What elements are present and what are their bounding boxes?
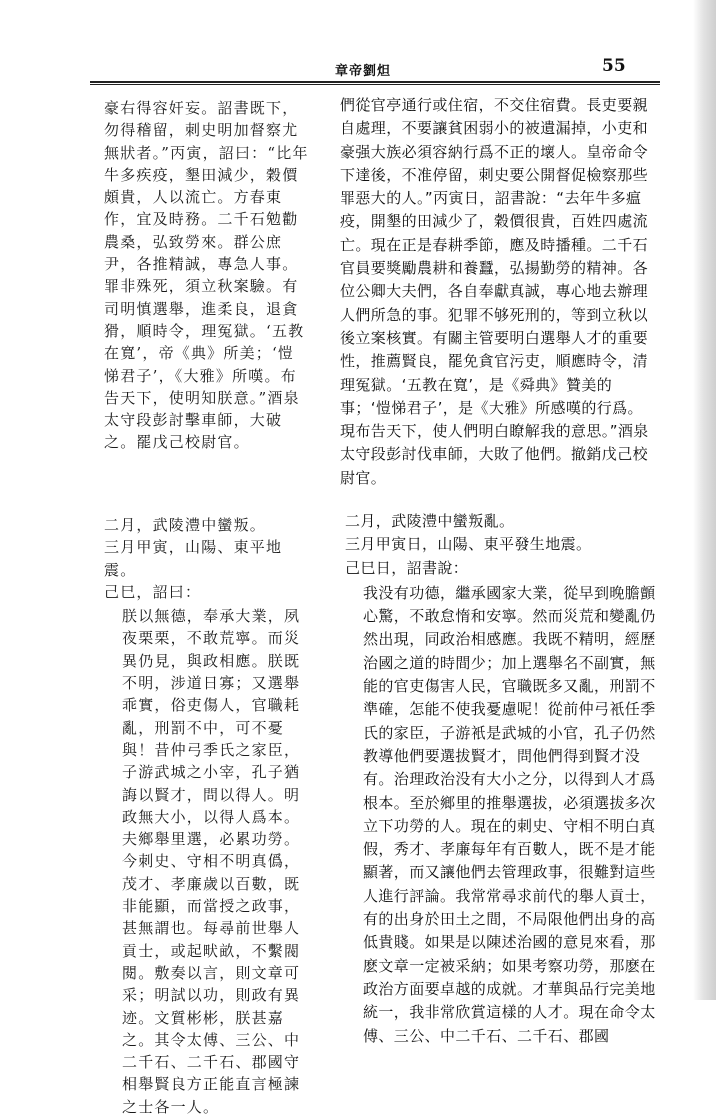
modern-entry-line: 三月甲寅日，山陽、東平發生地震。 xyxy=(345,535,592,554)
classical-entry-line: 二月，武陵澧中蠻叛。 xyxy=(104,516,267,534)
classical-text-bottom xyxy=(104,514,314,1118)
running-head: 章帝劉炟 xyxy=(335,64,392,79)
modern-paragraph-top: 們從官亭通行或住宿，不交住宿費。長吏要親自處理，不要讓貧困弱小的被遺漏掉，小吏和豪强大族必須容納行爲不正的壞人。皇帝命令下達後，不准停留，刺史要公開督促檢察那些罪惡大的人。”丙寅日，詔書說：“去年牛多瘟疫，開墾的田減少了，穀價很貴，百姓四處流亡。現在正是春耕季節，應及時播種。二千石官員要獎勵農耕和養蠶，弘揚勤勞的精神。各位公卿大夫們，各自奉獻真誠，專心地去辦理人們所急的事。犯罪不够死刑的，等到立秋以後立案核實。有關主管要明白選舉人才的重要性，推薦賢良，罷免貪官污吏，順應時令，清理冤獄。‘五教在寬’，是《舜典》贊美的事；‘愷悌君子’，是《大雅》所感嘆的行爲。現布告天下，使人們明白瞭解我的意思。”酒泉太守段彭討伐車師，大敗了他們。撤銷戊己校尉官。 xyxy=(340,96,649,487)
modern-translation-bottom xyxy=(345,510,665,1048)
header-rule-thin xyxy=(90,84,660,85)
modern-translation-top xyxy=(340,94,656,490)
classical-entry-line: 三月甲寅，山陽、東平地震。 xyxy=(104,538,283,579)
modern-entry-line: 己巳日，詔書說： xyxy=(345,558,469,577)
header-rule xyxy=(90,81,660,83)
modern-entry-line: 二月，武陵澧中蠻叛亂。 xyxy=(345,512,515,530)
modern-edict-passage: 我没有功德，繼承國家大業，從早到晚膽顫心驚，不敢怠惰和安寧。然而災荒和變亂仍然出現，同政治相感應。我既不精明，經歷治國之道的時間少；加上選舉名不副實，無能的官吏傷害人民，官職既多又亂，刑罰不準確，怎能不使我憂慮呢！從前仲弓衹任季氏的家臣，子游衹是武城的小官，孔子仍然教導他們要選拔賢才，問他們得到賢才没有。治理政治没有大小之分，以得到人才爲根本。至於鄉里的推舉選拔，必須選拔多次立下功勞的人。現在的刺史、守相不明白真假，秀才、孝廉每年有百數人，既不是才能顯著，而又讓他們去管理政事，很難對這些人進行評論。我常常尋求前代的舉人貢士，有的出身於田土之間，不局限他們出身的高低貴賤。如果是以陳述治國的意見來看，那麽文章一定被采納；如果考察功勞，那麽在政治方面要卓越的成就。才華與品行完美地統一，我非常欣賞這樣的人才。現在命令太傅、三公、中二千石、二千石、郡國 xyxy=(363,583,656,1045)
classical-edict-passage: 朕以無德，奉承大業，夙夜栗栗，不敢荒寧。而災異仍見，與政相應。朕既不明，涉道日寡；又選舉乖實，俗吏傷人，官職耗亂，刑罰不中，可不憂與！昔仲弓季氏之家臣，子游武城之小宰，孔子猶誨以賢才，問以得人。明政無大小，以得人爲本。夫鄉舉里選，必累功勞。今刺史、守相不明真僞，茂才、孝廉歲以百數，既非能顯，而當授之政事，甚無謂也。每尋前世舉人貢士，或起畎畝，不繫閥閱。敷奏以言，則文章可采；明試以功，則政有異迹。文質彬彬，朕甚嘉之。其令太傅、三公、中二千石、二千石、郡國守相舉賢良方正能直言極諫之士各一人。 xyxy=(122,607,301,1116)
classical-text-top xyxy=(104,97,310,454)
classical-entry-line: 己巳，詔曰： xyxy=(104,582,202,601)
page-number: 55 xyxy=(602,56,626,76)
page-spine-shadow xyxy=(693,0,716,1000)
classical-paragraph-top: 豪右得容奸妄。詔書既下，勿得稽留，刺史明加督察尤無狀者。”丙寅，詔曰：“比年牛多疾疫，墾田減少，穀價頗貴，人以流亡。方春東作，宜及時務。二千石勉勸農桑，弘致勞來。群公庶尹，各推精誠，專急人事。罪非殊死，須立秋案驗。有司明慎選舉，進柔良，退貪猾，順時令，理冤獄。‘五教在寬’，帝《典》所美；‘愷悌君子’，《大雅》所嘆。布告天下，使明知朕意。”酒泉太守段彭討擊車師，大破之。罷戊己校尉官。 xyxy=(104,99,309,452)
